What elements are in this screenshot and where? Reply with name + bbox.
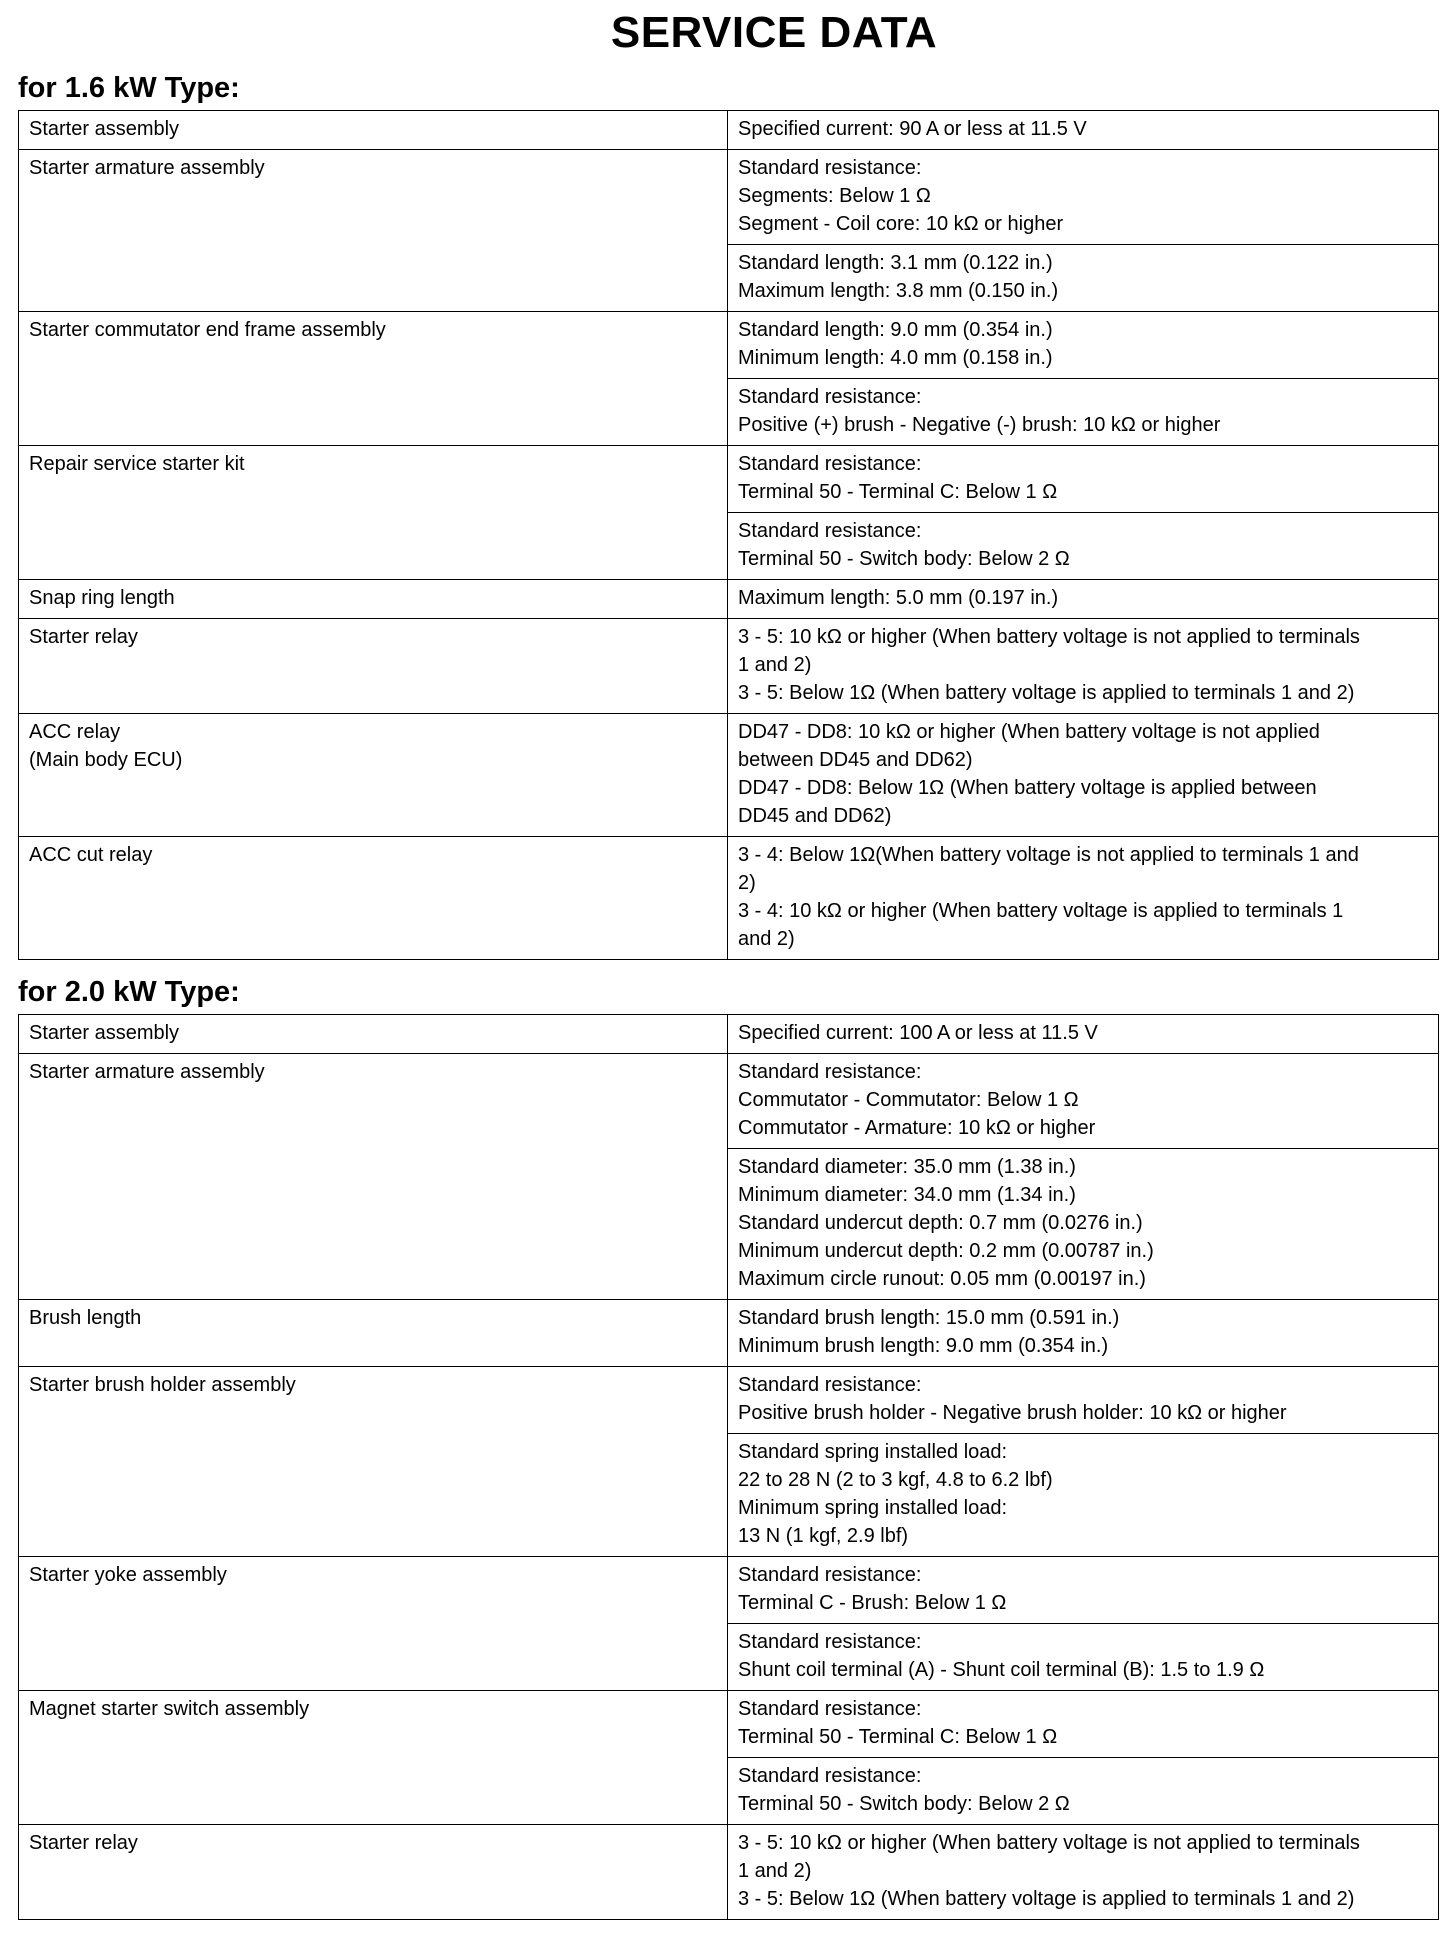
spec-cell <box>728 379 1439 446</box>
table-row <box>19 1825 1439 1920</box>
text-line: Starter armature assembly <box>29 1061 265 1083</box>
spec-cell <box>728 446 1439 513</box>
spec-cell <box>728 1300 1439 1367</box>
text-line: Standard diameter: 35.0 mm (1.38 in.) <box>738 1156 1076 1178</box>
table-row <box>19 312 1439 379</box>
text-line: 3 - 5: Below 1Ω (When battery voltage is applied to terminals 1 and 2) <box>738 682 1355 704</box>
table-row <box>19 1691 1439 1758</box>
item-cell <box>19 619 728 714</box>
spec-cell <box>728 1691 1439 1758</box>
text-line: Maximum circle runout: 0.05 mm (0.00197 in.) <box>738 1268 1146 1290</box>
text-line: Starter commutator end frame assembly <box>29 319 386 341</box>
text-line: Standard undercut depth: 0.7 mm (0.0276 in.) <box>738 1212 1143 1234</box>
text-line: Shunt coil terminal (A) - Shunt coil terminal (B): 1.5 to 1.9 Ω <box>738 1659 1265 1681</box>
table-row <box>19 580 1439 619</box>
item-cell <box>19 1054 728 1300</box>
item-cell <box>19 446 728 580</box>
table-row <box>19 1015 1439 1054</box>
service-data-table-1-6kw <box>18 110 1439 960</box>
text-line: 3 - 5: 10 kΩ or higher (When battery voltage is not applied to terminals <box>738 626 1360 648</box>
text-line: Specified current: 90 A or less at 11.5 V <box>738 118 1087 140</box>
spec-cell <box>728 1557 1439 1624</box>
spec-cell <box>728 1149 1439 1300</box>
item-cell <box>19 1300 728 1367</box>
text-line: Starter relay <box>29 1832 138 1854</box>
table-row <box>19 1557 1439 1624</box>
text-line: Specified current: 100 A or less at 11.5 V <box>738 1022 1098 1044</box>
table-row <box>19 837 1439 960</box>
text-line: Standard brush length: 15.0 mm (0.591 in.) <box>738 1307 1120 1329</box>
spec-cell <box>728 1825 1439 1920</box>
text-line: Terminal C - Brush: Below 1 Ω <box>738 1592 1007 1614</box>
spec-cell <box>728 513 1439 580</box>
text-line: Standard resistance: <box>738 1765 922 1787</box>
text-line: DD47 - DD8: Below 1Ω (When battery voltage is applied between <box>738 777 1317 799</box>
spec-cell <box>728 619 1439 714</box>
text-line: Terminal 50 - Terminal C: Below 1 Ω <box>738 1726 1058 1748</box>
text-line: Standard resistance: <box>738 386 922 408</box>
table-row <box>19 1054 1439 1149</box>
text-line: Positive (+) brush - Negative (-) brush: 10 kΩ or higher <box>738 414 1221 436</box>
service-data-table-2-0kw <box>18 1014 1439 1920</box>
spec-cell <box>728 312 1439 379</box>
text-line: 3 - 5: 10 kΩ or higher (When battery voltage is not applied to terminals <box>738 1832 1360 1854</box>
text-line: 22 to 28 N (2 to 3 kgf, 4.8 to 6.2 lbf) <box>738 1469 1053 1491</box>
text-line: Standard resistance: <box>738 453 922 475</box>
text-line: Minimum undercut depth: 0.2 mm (0.00787 in.) <box>738 1240 1154 1262</box>
text-line: Standard length: 3.1 mm (0.122 in.) <box>738 252 1053 274</box>
text-line: Standard resistance: <box>738 1631 922 1653</box>
spec-cell <box>728 580 1439 619</box>
table-row <box>19 446 1439 513</box>
text-line: Standard resistance: <box>738 157 922 179</box>
spec-cell <box>728 1624 1439 1691</box>
text-line: Starter assembly <box>29 118 180 140</box>
text-line: Minimum spring installed load: <box>738 1497 1008 1519</box>
text-line: Standard resistance: <box>738 1564 922 1586</box>
text-line: ACC cut relay <box>29 844 153 866</box>
text-line: between DD45 and DD62) <box>738 749 973 771</box>
spec-cell <box>728 1758 1439 1825</box>
item-cell <box>19 312 728 446</box>
text-line: Positive brush holder - Negative brush holder: 10 kΩ or higher <box>738 1402 1287 1424</box>
spec-cell <box>728 150 1439 245</box>
text-line: 3 - 4: 10 kΩ or higher (When battery voltage is applied to terminals 1 <box>738 900 1344 922</box>
section-title-1-6kw: for 1.6 kW Type: <box>18 72 240 104</box>
text-line: Standard length: 9.0 mm (0.354 in.) <box>738 319 1053 341</box>
spec-cell <box>728 111 1439 150</box>
text-line: Minimum length: 4.0 mm (0.158 in.) <box>738 347 1053 369</box>
spec-cell <box>728 837 1439 960</box>
text-line: Commutator - Armature: 10 kΩ or higher <box>738 1117 1096 1139</box>
table-row <box>19 1367 1439 1434</box>
text-line: Starter assembly <box>29 1022 180 1044</box>
text-line: 3 - 5: Below 1Ω (When battery voltage is applied to terminals 1 and 2) <box>738 1888 1355 1910</box>
page-title: SERVICE DATA <box>610 8 938 57</box>
item-cell <box>19 580 728 619</box>
text-line: Minimum brush length: 9.0 mm (0.354 in.) <box>738 1335 1109 1357</box>
text-line: DD47 - DD8: 10 kΩ or higher (When battery voltage is not applied <box>738 721 1320 743</box>
item-cell <box>19 837 728 960</box>
spec-cell <box>728 714 1439 837</box>
text-line: Commutator - Commutator: Below 1 Ω <box>738 1089 1079 1111</box>
item-cell <box>19 714 728 837</box>
text-line: Standard resistance: <box>738 1374 922 1396</box>
text-line: Standard resistance: <box>738 1698 922 1720</box>
text-line: Standard resistance: <box>738 520 922 542</box>
text-line: and 2) <box>738 928 795 950</box>
text-line: Terminal 50 - Switch body: Below 2 Ω <box>738 1793 1070 1815</box>
text-line: Segments: Below 1 Ω <box>738 185 931 207</box>
text-line: Maximum length: 5.0 mm (0.197 in.) <box>738 587 1059 609</box>
item-cell <box>19 150 728 312</box>
item-cell <box>19 111 728 150</box>
table-row <box>19 111 1439 150</box>
item-cell <box>19 1825 728 1920</box>
item-cell <box>19 1367 728 1557</box>
table-row <box>19 150 1439 245</box>
spec-cell <box>728 1367 1439 1434</box>
text-line: Standard spring installed load: <box>738 1441 1008 1463</box>
text-line: Brush length <box>29 1307 142 1329</box>
item-cell <box>19 1015 728 1054</box>
text-line: Starter yoke assembly <box>29 1564 227 1586</box>
item-cell <box>19 1557 728 1691</box>
text-line: Snap ring length <box>29 587 175 609</box>
text-line: Maximum length: 3.8 mm (0.150 in.) <box>738 280 1059 302</box>
table-row <box>19 714 1439 837</box>
text-line: ACC relay <box>29 721 121 743</box>
text-line: Standard resistance: <box>738 1061 922 1083</box>
spec-cell <box>728 245 1439 312</box>
text-line: 3 - 4: Below 1Ω(When battery voltage is not applied to terminals 1 and <box>738 844 1359 866</box>
table-row <box>19 1300 1439 1367</box>
text-line: 2) <box>738 872 756 894</box>
table-row <box>19 619 1439 714</box>
section-title-2-0kw: for 2.0 kW Type: <box>18 976 240 1008</box>
spec-cell <box>728 1015 1439 1054</box>
item-cell <box>19 1691 728 1825</box>
text-line: Segment - Coil core: 10 kΩ or higher <box>738 213 1064 235</box>
text-line: Minimum diameter: 34.0 mm (1.34 in.) <box>738 1184 1076 1206</box>
text-line: Repair service starter kit <box>29 453 245 475</box>
text-line: (Main body ECU) <box>29 749 183 771</box>
text-line: 13 N (1 kgf, 2.9 lbf) <box>738 1525 909 1547</box>
text-line: Starter armature assembly <box>29 157 265 179</box>
text-line: Terminal 50 - Terminal C: Below 1 Ω <box>738 481 1058 503</box>
text-line: DD45 and DD62) <box>738 805 892 827</box>
text-line: Magnet starter switch assembly <box>29 1698 310 1720</box>
text-line: Starter relay <box>29 626 138 648</box>
spec-cell <box>728 1054 1439 1149</box>
text-line: Terminal 50 - Switch body: Below 2 Ω <box>738 548 1070 570</box>
text-line: 1 and 2) <box>738 654 812 676</box>
text-line: Starter brush holder assembly <box>29 1374 296 1396</box>
text-line: 1 and 2) <box>738 1860 812 1882</box>
spec-cell <box>728 1434 1439 1557</box>
